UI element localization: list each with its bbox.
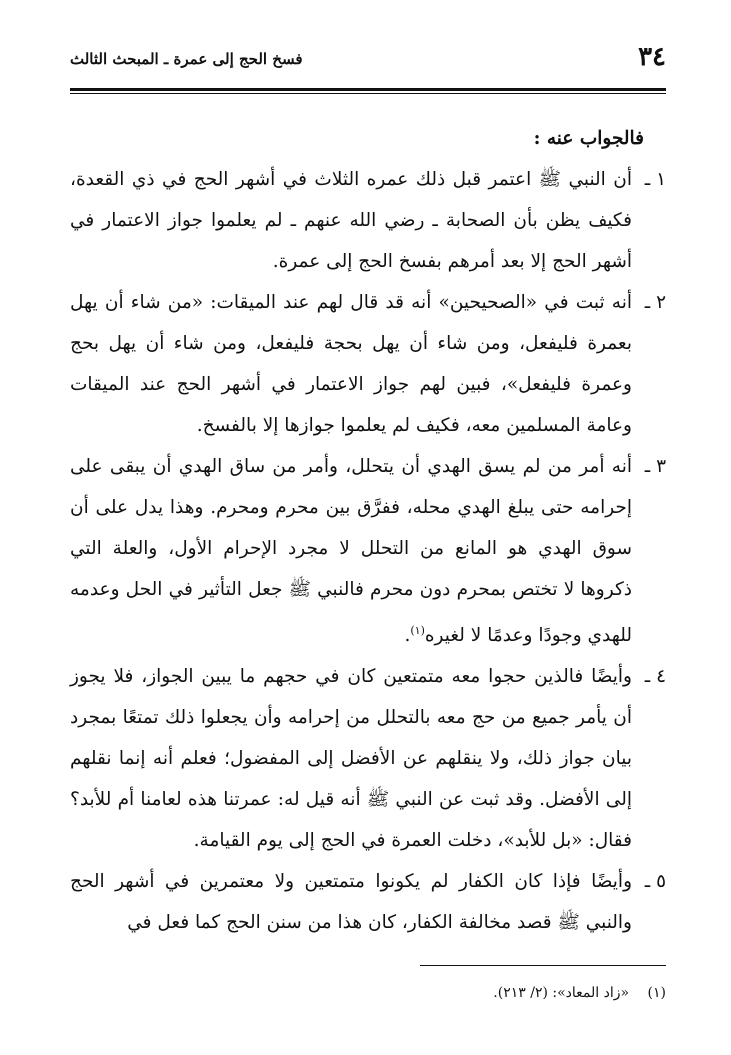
item-number: ١ ـ (644, 169, 666, 190)
header-rule-thin (70, 93, 666, 94)
item-text: وأيضًا فالذين حجوا معه متمتعين كان في حجهم ما يبين الجواز، فلا يجوز أن يأمر جميع من حج معه بالتحلل من إحرامه وأن يجعلوا ذلك تمتعًا بمجرد بيان جواز ذلك، ولا ينقلهم عن الأفضل إلى المفضول؛ فعلم أنه إنما نقلهم إلى الأفضل. وقد ثبت عن النبي ﷺ أنه قيل له: عمرتنا هذه لعامنا أم للأبد؟ فقال: «بل للأبد»، دخلت العمرة في الحج إلى يوم القيامة. (70, 666, 632, 852)
list-item-5 (70, 861, 666, 943)
item-text: وأيضًا فإذا كان الكفار لم يكونوا متمتعين ولا معتمرين في أشهر الحج والنبي ﷺ قصد مخالفة الكفار، كان هذا من سنن الحج كما فعل في (70, 871, 632, 934)
list-item-4 (70, 656, 666, 861)
header-rule-thick (70, 88, 666, 91)
item-text: أن النبي ﷺ اعتمر قبل ذلك عمره الثلاث في أشهر الحج في ذي القعدة، فكيف يظن بأن الصحابة ـ رضي الله عنهم ـ لم يعلموا جواز الاعتمار في أشهر الحج إلا بعد أمرهم بفسخ الحج إلى عمرة. (70, 169, 632, 272)
footnote-text: «زاد المعاد»: (٢/ ٢١٣). (493, 985, 630, 1001)
item-number: ٥ ـ (644, 871, 666, 893)
list-item-1 (70, 159, 666, 282)
main-text (70, 118, 666, 943)
footnote-separator (420, 965, 666, 966)
footnote-number: (١) (647, 985, 666, 1001)
list-item-3 (70, 446, 666, 656)
page-header (70, 42, 666, 82)
item-tail: . (404, 625, 411, 647)
list-item-2 (70, 282, 666, 446)
running-title: فسخ الحج إلى عمرة ـ المبحث الثالث (70, 50, 303, 68)
footnote (493, 985, 666, 1001)
footnote-reference[interactable]: (١) (410, 624, 425, 637)
item-number: ٢ ـ (644, 292, 666, 313)
item-number: ٣ ـ (644, 456, 666, 477)
item-text: أنه أمر من لم يسق الهدي أن يتحلل، وأمر من ساق الهدي أن يبقى على إحرامه حتى يبلغ الهدي محله، ففرَّق بين محرم ومحرم. وهذا يدل على أن سوق الهدي هو المانع من التحلل لا مجرد الإحرام الأول، والعلة التي ذكروها لا تختص بمحرم دون محرم فالنبي ﷺ جعل التأثير في الحل وعدمه للهدي وجودًا وعدمًا لا لغيره (70, 456, 632, 647)
answer-heading: فالجواب عنه : (533, 128, 644, 149)
item-text: أنه ثبت في «الصحيحين» أنه قد قال لهم عند الميقات: «من شاء أن يهل بعمرة فليفعل، ومن شاء أن يهل بحجة فليفعل، ومن شاء أن يهل بحج وعمرة فليفعل»، فبين لهم جواز الاعتمار في أشهر الحج عند الميقات وعامة المسلمين معه، فكيف لم يعلموا جوازها إلا بالفسخ. (70, 292, 632, 436)
item-number: ٤ ـ (644, 666, 666, 688)
page-number: ٣٤ (638, 42, 666, 72)
